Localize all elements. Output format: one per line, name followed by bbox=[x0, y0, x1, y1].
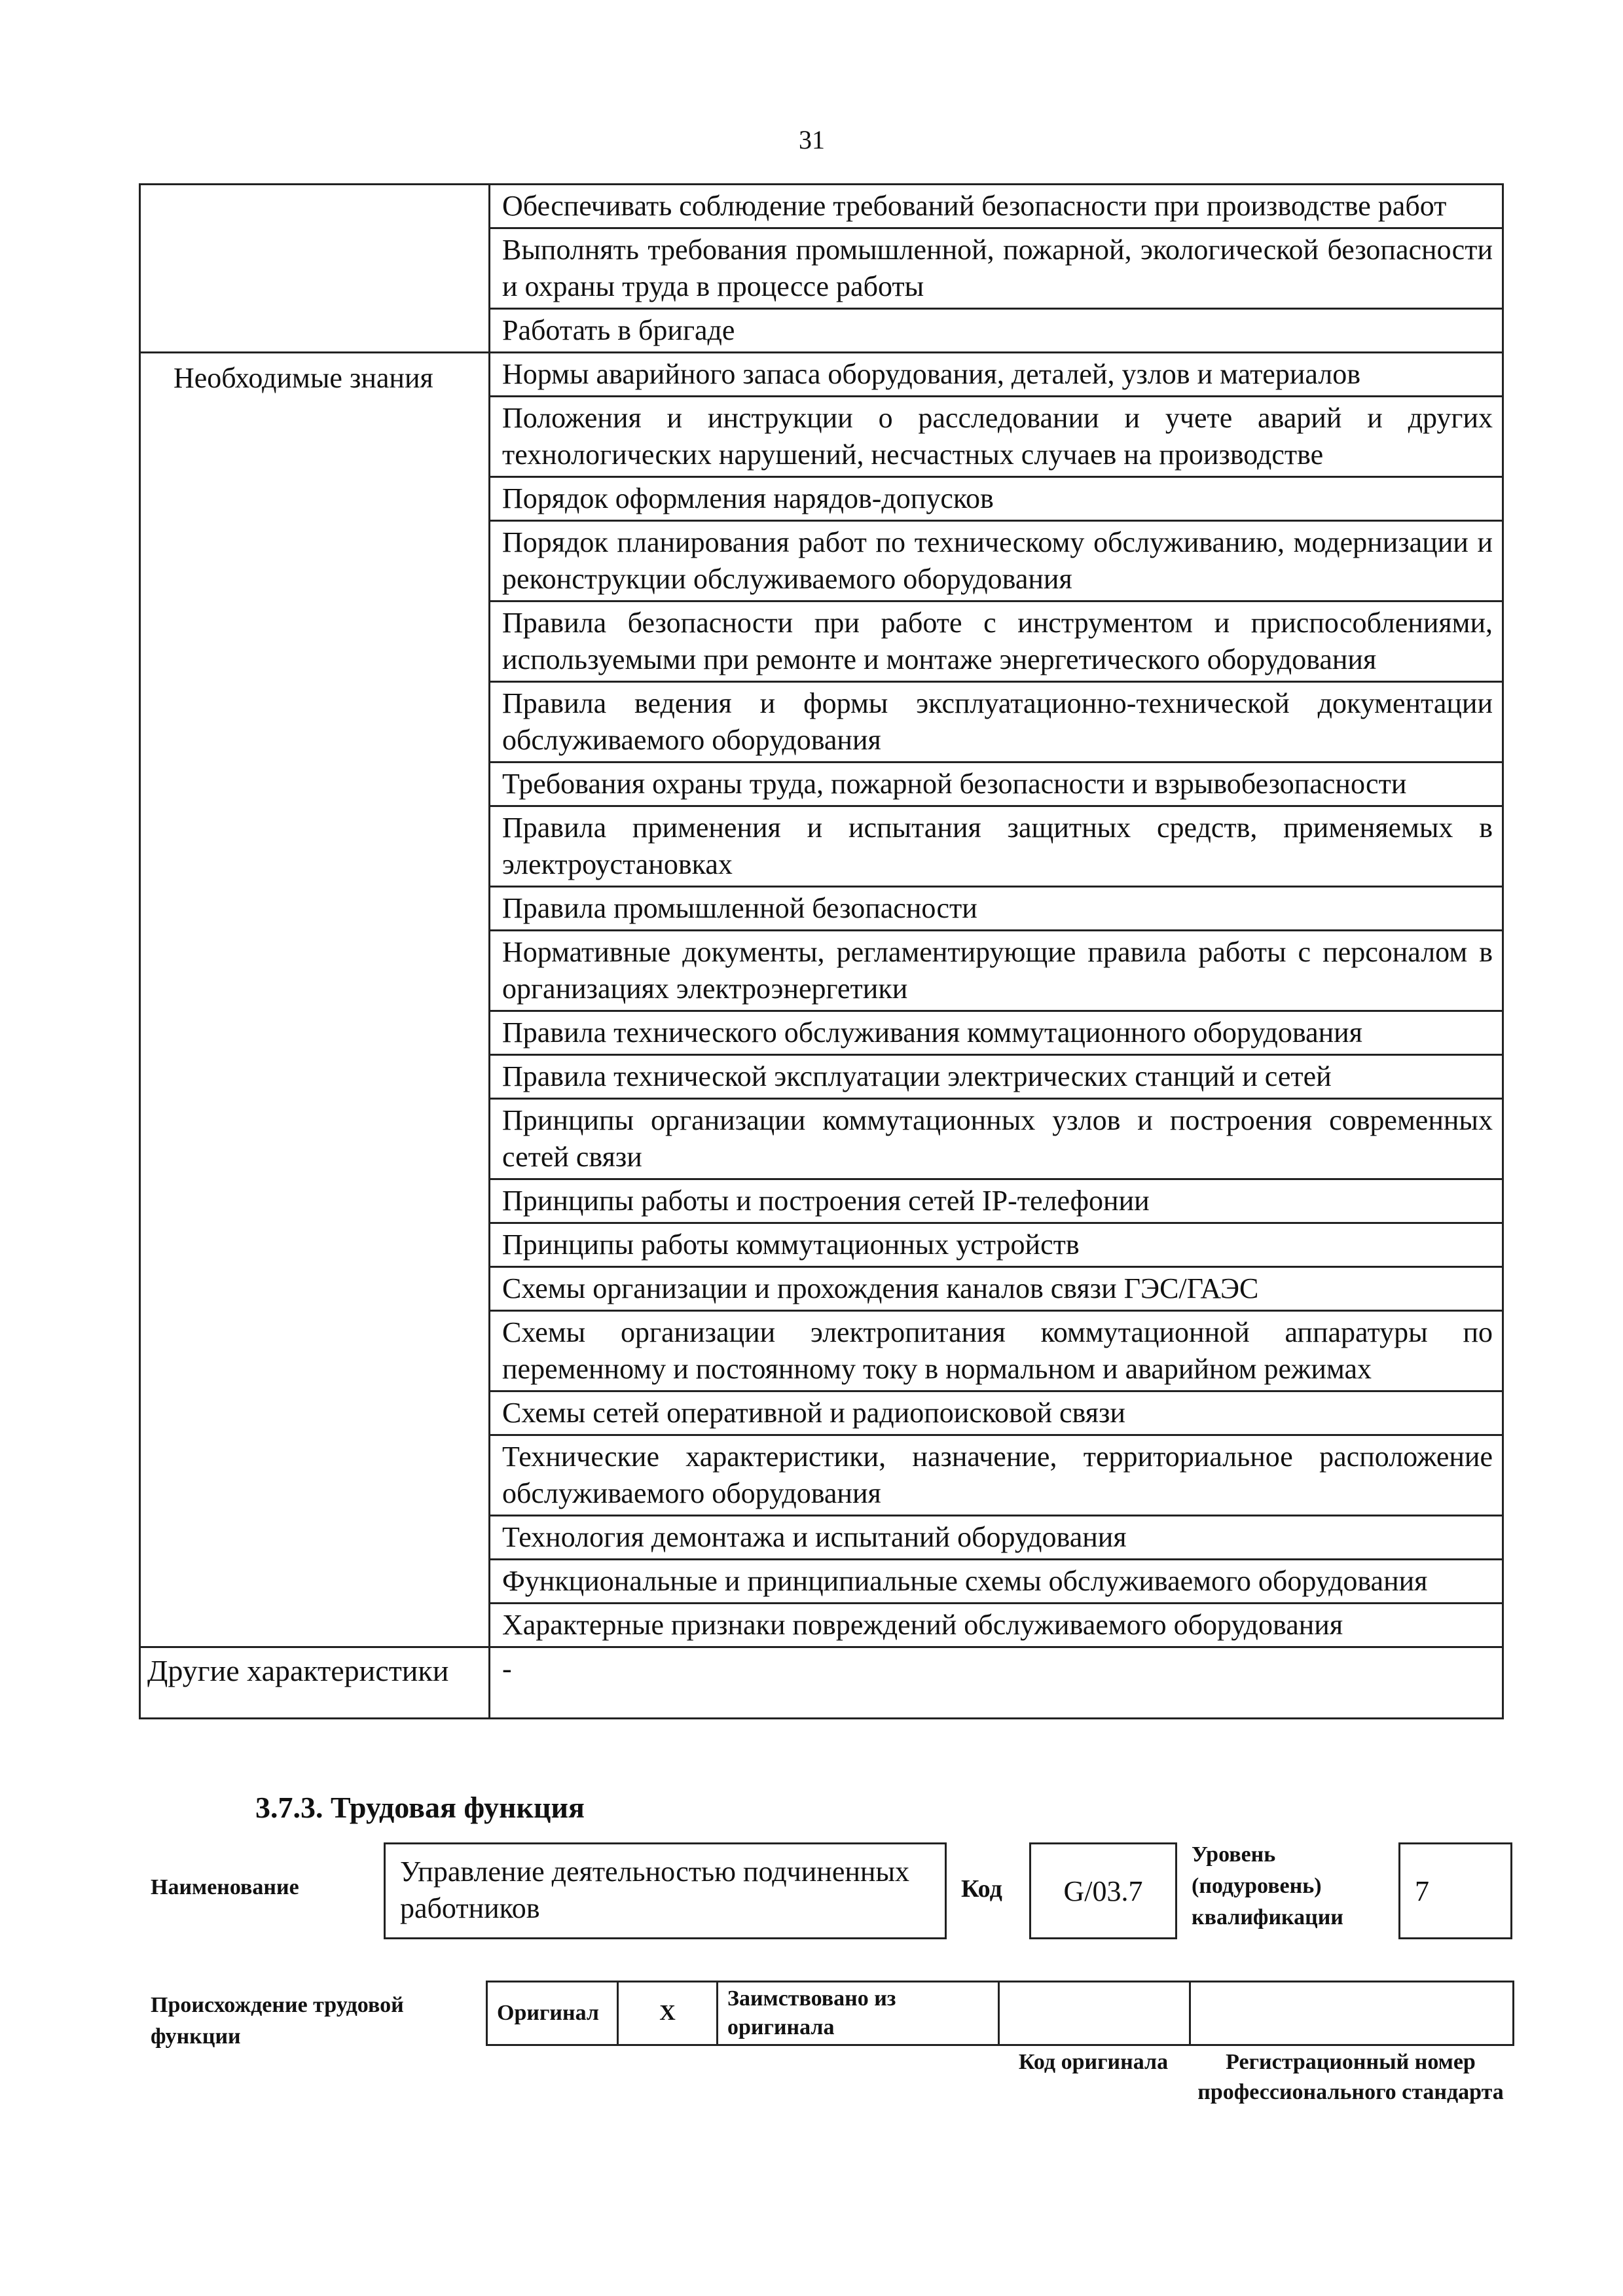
table-cell-value: Схемы организации и прохождения каналов связи ГЭС/ГАЭС bbox=[490, 1267, 1503, 1311]
table-cell-value: Технические характеристики, назначение, территориальное расположение обслуживаемого оборудования bbox=[490, 1435, 1503, 1516]
other-label: Другие характеристики bbox=[140, 1647, 490, 1719]
borrowed-label: Заимствовано из оригинала bbox=[718, 1982, 999, 2045]
table-cell-value: Правила технической эксплуатации электрических станций и сетей bbox=[490, 1055, 1503, 1099]
table-row bbox=[140, 185, 1503, 228]
code-original-cell bbox=[999, 1982, 1190, 2045]
code-value: G/03.7 bbox=[1063, 1874, 1143, 1907]
name-label: Наименование bbox=[151, 1875, 299, 1899]
table-cell-value: Характерные признаки повреждений обслуживаемого оборудования bbox=[490, 1604, 1503, 1647]
table-cell-value: Обеспечивать соблюдение требований безопасности при производстве работ bbox=[490, 185, 1503, 228]
origin-label: Происхождение трудовой функции bbox=[151, 1993, 404, 2049]
table-cell-value: Нормы аварийного запаса оборудования, деталей, узлов и материалов bbox=[490, 353, 1503, 397]
table-cell-value: Правила безопасности при работе с инструментом и приспособлениями, используемыми при ремонте и монтаже энергетического оборудования bbox=[490, 601, 1503, 682]
table-cell-value: Правила применения и испытания защитных средств, применяемых в электроустановках bbox=[490, 806, 1503, 887]
code-label: Код bbox=[961, 1875, 1002, 1903]
section-heading: 3.7.3. Трудовая функция bbox=[255, 1791, 585, 1824]
table-cell-value: Положения и инструкции о расследовании и учете аварий и других технологических нарушений, несчастных случаев на производстве bbox=[490, 397, 1503, 477]
requirements-table bbox=[139, 183, 1504, 1719]
page-number: 31 bbox=[799, 125, 825, 154]
function-name-box bbox=[384, 1842, 947, 1939]
table-cell-value: Технология демонтажа и испытаний оборудования bbox=[490, 1516, 1503, 1560]
table-cell-value: Работать в бригаде bbox=[490, 309, 1503, 353]
table-cell-value: Выполнять требования промышленной, пожарной, экологической безопасности и охраны труда в процессе работы bbox=[490, 228, 1503, 309]
table-cell-value: Правила промышленной безопасности bbox=[490, 887, 1503, 931]
level-box bbox=[1398, 1842, 1512, 1939]
table-cell-value: Правила ведения и формы эксплуатационно-технической документации обслуживаемого оборудования bbox=[490, 682, 1503, 762]
function-name-value: Управление деятельностью подчиненных работников bbox=[400, 1856, 910, 1924]
table-cell-value: Схемы сетей оперативной и радиопоисковой связи bbox=[490, 1391, 1503, 1435]
skills-label-cell bbox=[140, 185, 490, 353]
table-cell-value: Схемы организации электропитания коммутационной аппаратуры по переменному и постоянному току в нормальном и аварийном режимах bbox=[490, 1311, 1503, 1391]
other-value: - bbox=[490, 1647, 1503, 1719]
table-cell-value: Принципы организации коммутационных узлов и построения современных сетей связи bbox=[490, 1099, 1503, 1179]
code-box bbox=[1029, 1842, 1177, 1939]
level-value: 7 bbox=[1415, 1874, 1429, 1907]
knowledge-label: Необходимые знания bbox=[140, 353, 490, 1647]
table-cell-value: Принципы работы коммутационных устройств bbox=[490, 1223, 1503, 1267]
original-label: Оригинал bbox=[487, 1982, 618, 2045]
table-row bbox=[140, 353, 1503, 397]
table-cell-value: Порядок оформления нарядов-допусков bbox=[490, 477, 1503, 521]
table-cell-value: Принципы работы и построения сетей IP-телефонии bbox=[490, 1179, 1503, 1223]
table-cell-value: Функциональные и принципиальные схемы обслуживаемого оборудования bbox=[490, 1560, 1503, 1604]
table-cell-value: Требования охраны труда, пожарной безопасности и взрывобезопасности bbox=[490, 762, 1503, 806]
table-cell-value: Правила технического обслуживания коммутационного оборудования bbox=[490, 1011, 1503, 1055]
code-original-caption: Код оригинала bbox=[1018, 2050, 1169, 2074]
table-row bbox=[140, 1647, 1503, 1719]
level-label: Уровень (подуровень) квалификации bbox=[1192, 1842, 1343, 1929]
table-cell-value: Нормативные документы, регламентирующие правила работы с персоналом в организациях электроэнергетики bbox=[490, 931, 1503, 1011]
table-cell-value: Порядок планирования работ по техническому обслуживанию, модернизации и реконструкции обслуживаемого оборудования bbox=[490, 521, 1503, 601]
reg-number-cell bbox=[1190, 1982, 1514, 2045]
reg-number-caption: Регистрационный номер профессионального стандарта bbox=[1197, 2050, 1504, 2104]
original-mark: X bbox=[618, 1982, 718, 2045]
origin-table bbox=[486, 1981, 1514, 2046]
